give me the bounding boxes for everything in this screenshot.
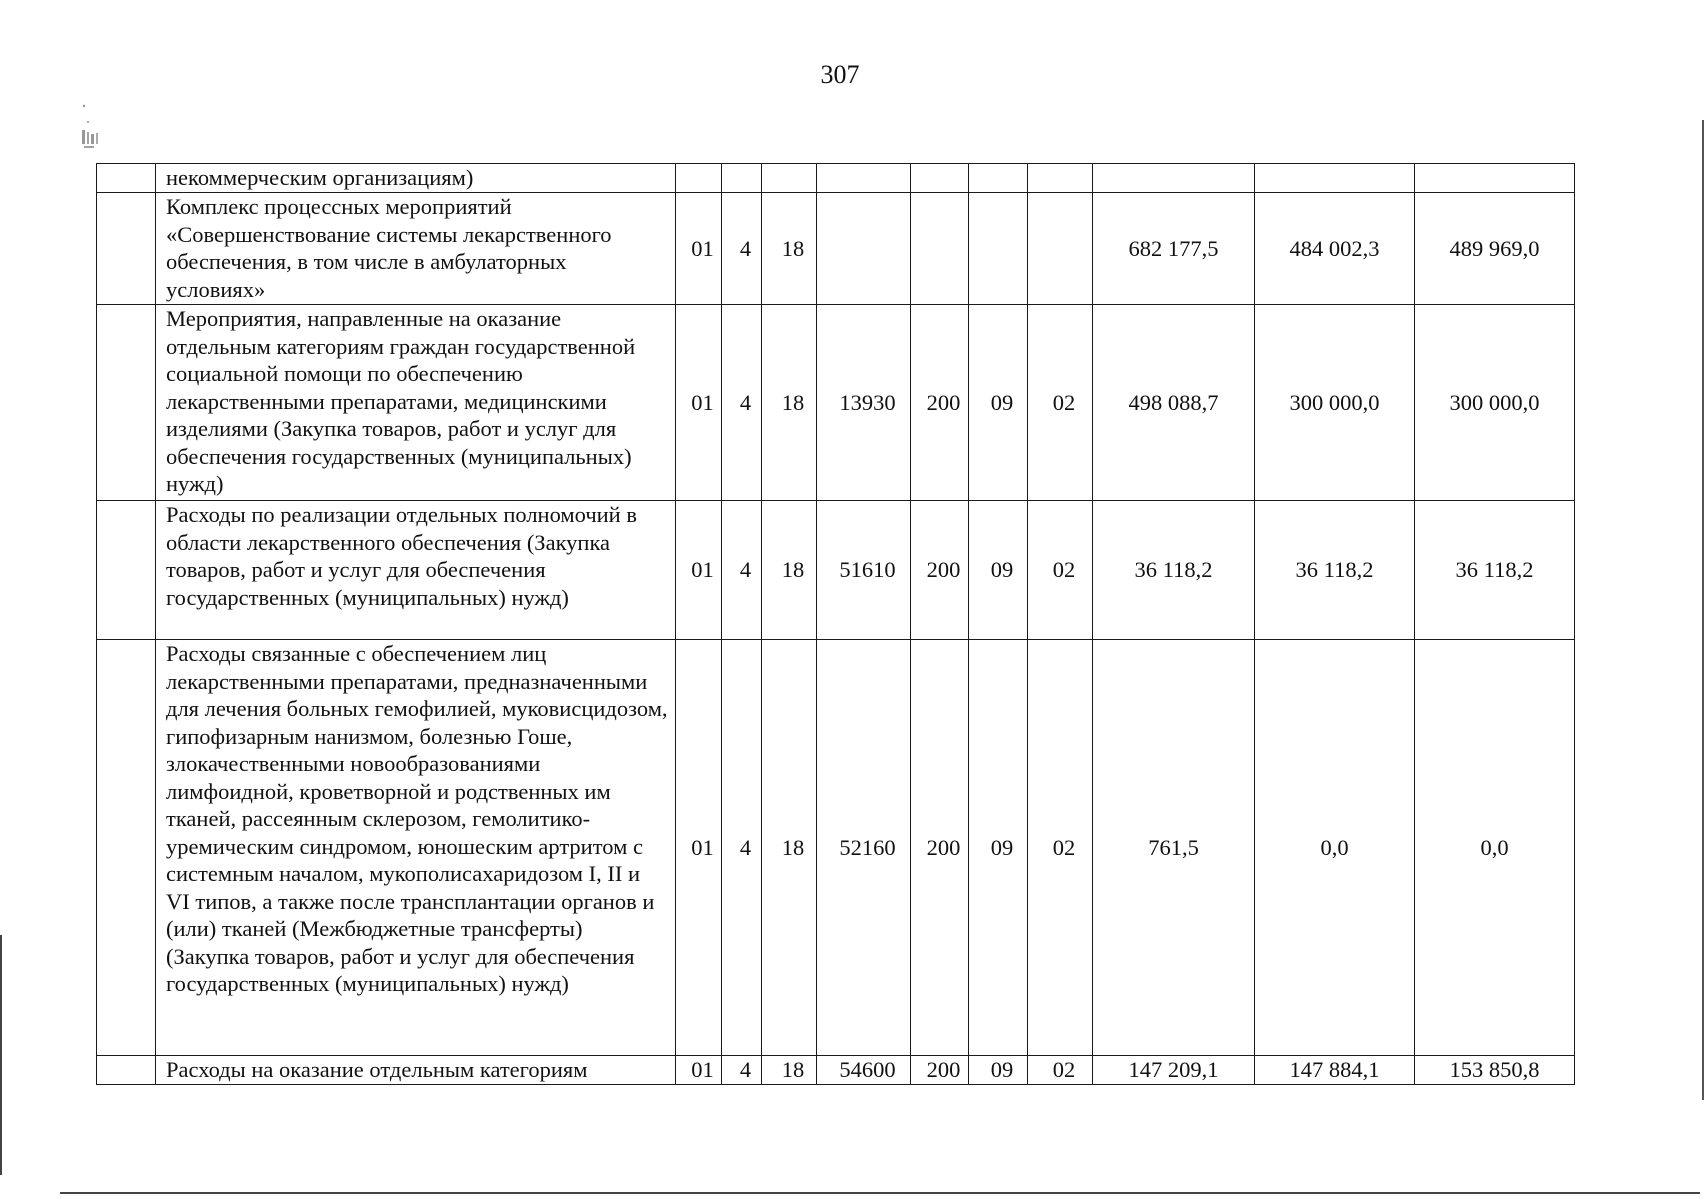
amount-cell: 300 000,0 xyxy=(1255,305,1415,501)
amount-cell: 147 209,1 xyxy=(1093,1056,1255,1085)
amount-cell xyxy=(1255,164,1415,193)
code-cell: 54600 xyxy=(817,1056,911,1085)
amount-cell: 0,0 xyxy=(1255,640,1415,1056)
amount-cell: 153 850,8 xyxy=(1415,1056,1575,1085)
code-cell: 4 xyxy=(722,1056,762,1085)
row-index-cell xyxy=(97,501,156,640)
description-cell: Мероприятия, направленные на оказание отдельным категориям граждан государственной социальной помощи по обеспечению лекарственными препаратами, медицинскими изделиями (Закупка товаров, работ и услуг для обеспечения государственных (муниципальных) нужд) xyxy=(156,305,676,501)
code-cell xyxy=(911,164,969,193)
code-cell xyxy=(1028,164,1093,193)
code-cell: 02 xyxy=(1028,305,1093,501)
code-cell xyxy=(911,193,969,305)
code-cell: 52160 xyxy=(817,640,911,1056)
table-row xyxy=(97,640,1575,1056)
page-number: 307 xyxy=(820,60,860,89)
code-cell: 02 xyxy=(1028,1056,1093,1085)
amount-cell: 36 118,2 xyxy=(1093,501,1255,640)
amount-cell: 300 000,0 xyxy=(1415,305,1575,501)
code-cell xyxy=(762,164,817,193)
code-cell: 51610 xyxy=(817,501,911,640)
code-cell: 4 xyxy=(722,305,762,501)
scan-artifact-mark xyxy=(78,100,106,160)
row-index-cell xyxy=(97,305,156,501)
code-cell: 18 xyxy=(762,640,817,1056)
code-cell: 18 xyxy=(762,1056,817,1085)
row-index-cell xyxy=(97,1056,156,1085)
code-cell: 200 xyxy=(911,501,969,640)
code-cell: 18 xyxy=(762,193,817,305)
code-cell xyxy=(722,164,762,193)
code-cell xyxy=(676,164,722,193)
description-cell: Расходы связанные с обеспечением лиц лекарственными препаратами, предназначенными для лечения больных гемофилией, муковисцидозом, гипофизарным нанизмом, болезнью Гоше, злокачественными новообразованиями лимфоидной, кроветворной и родственных им тканей, рассеянным склерозом, гемолитико-уремическим синдромом, юношеским артритом с системным началом, мукополисахаридозом I, II и VI типов, а также после трансплантации органов и (или) тканей (Межбюджетные трансферты) (Закупка товаров, работ и услуг для обеспечения государственных (муниципальных) нужд) xyxy=(156,640,676,1056)
amount-cell xyxy=(1093,164,1255,193)
code-cell xyxy=(817,193,911,305)
code-cell: 4 xyxy=(722,640,762,1056)
row-index-cell xyxy=(97,640,156,1056)
code-cell xyxy=(969,164,1028,193)
amount-cell: 0,0 xyxy=(1415,640,1575,1056)
amount-cell: 489 969,0 xyxy=(1415,193,1575,305)
amount-cell: 682 177,5 xyxy=(1093,193,1255,305)
code-cell: 18 xyxy=(762,501,817,640)
code-cell xyxy=(969,193,1028,305)
code-cell: 02 xyxy=(1028,640,1093,1056)
table-row xyxy=(97,1056,1575,1085)
code-cell: 02 xyxy=(1028,501,1093,640)
table-row xyxy=(97,193,1575,305)
description-cell: некоммерческим организациям) xyxy=(156,164,676,193)
description-cell: Расходы на оказание отдельным категориям xyxy=(156,1056,676,1085)
amount-cell: 36 118,2 xyxy=(1255,501,1415,640)
code-cell: 200 xyxy=(911,305,969,501)
code-cell: 09 xyxy=(969,640,1028,1056)
code-cell xyxy=(817,164,911,193)
code-cell: 01 xyxy=(676,1056,722,1085)
code-cell: 200 xyxy=(911,640,969,1056)
amount-cell: 498 088,7 xyxy=(1093,305,1255,501)
code-cell: 18 xyxy=(762,305,817,501)
budget-table xyxy=(96,163,1575,1085)
description-cell: Расходы по реализации отдельных полномочий в области лекарственного обеспечения (Закупка товаров, работ и услуг для обеспечения государственных (муниципальных) нужд) xyxy=(156,501,676,640)
amount-cell xyxy=(1415,164,1575,193)
table-row xyxy=(97,305,1575,501)
description-cell: Комплекс процессных мероприятий «Совершенствование системы лекарственного обеспечения, в том числе в амбулаторных условиях» xyxy=(156,193,676,305)
table-row xyxy=(97,501,1575,640)
scan-edge-right xyxy=(1702,120,1704,1100)
row-index-cell xyxy=(97,193,156,305)
code-cell: 4 xyxy=(722,501,762,640)
code-cell: 01 xyxy=(676,305,722,501)
code-cell: 09 xyxy=(969,1056,1028,1085)
scan-edge-left xyxy=(0,935,2,1175)
code-cell xyxy=(1028,193,1093,305)
code-cell: 200 xyxy=(911,1056,969,1085)
code-cell: 4 xyxy=(722,193,762,305)
code-cell: 01 xyxy=(676,193,722,305)
amount-cell: 147 884,1 xyxy=(1255,1056,1415,1085)
code-cell: 13930 xyxy=(817,305,911,501)
scan-edge-bottom xyxy=(60,1192,1700,1194)
code-cell: 01 xyxy=(676,640,722,1056)
amount-cell: 36 118,2 xyxy=(1415,501,1575,640)
code-cell: 01 xyxy=(676,501,722,640)
code-cell: 09 xyxy=(969,501,1028,640)
row-index-cell xyxy=(97,164,156,193)
code-cell: 09 xyxy=(969,305,1028,501)
table-row xyxy=(97,164,1575,193)
amount-cell: 761,5 xyxy=(1093,640,1255,1056)
amount-cell: 484 002,3 xyxy=(1255,193,1415,305)
